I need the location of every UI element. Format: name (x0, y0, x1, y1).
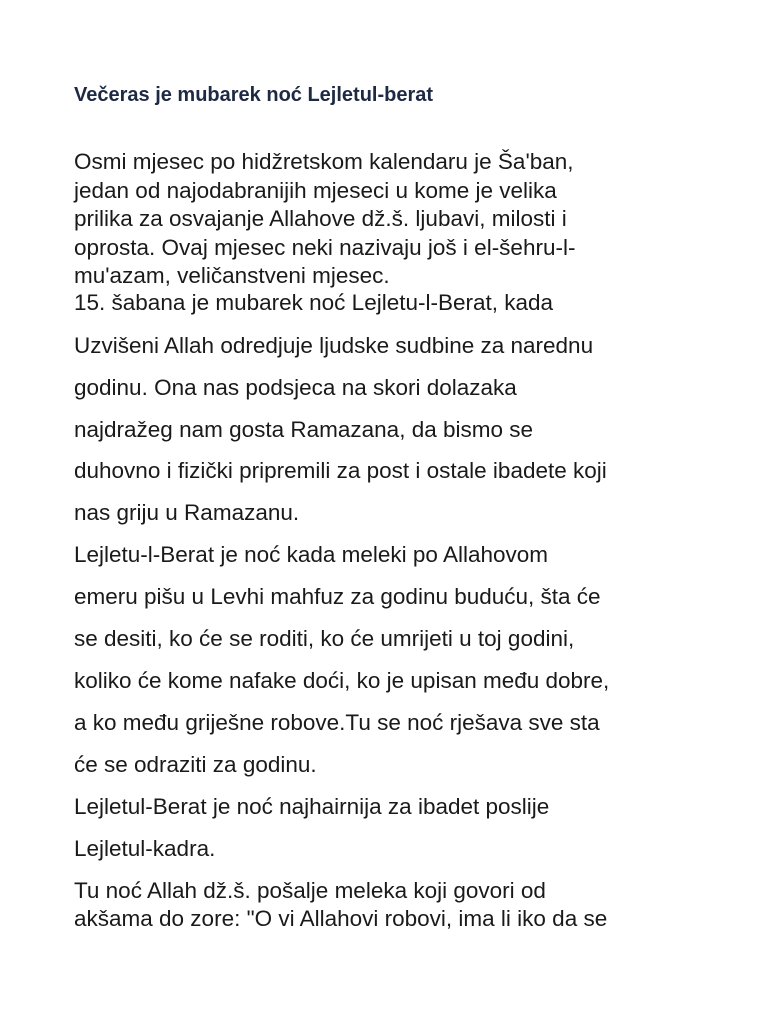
text-line: Osmi mjesec po hidžretskom kalendaru je Ša'ban, (74, 149, 574, 174)
text-line: Lejletul-kadra. (74, 836, 216, 861)
text-line: Lejletu-l-Berat je noć kada meleki po Allahovom (74, 542, 549, 567)
text-line: jedan od najodabranijih mjeseci u kome je velika (74, 178, 557, 203)
text-line: Tu noć Allah dž.š. pošalje meleka koji govori od (74, 878, 546, 903)
text-line: Uzvišeni Allah odredjuje ljudske sudbine za narednu (74, 333, 594, 358)
text-line: duhovno i fizički pripremili za post i ostale ibadete koji (74, 458, 607, 483)
text-line: 15. šabana je mubarek noć Lejletu-l-Berat, kada (74, 290, 554, 315)
text-line: emeru pišu u Levhi mahfuz za godinu buduću, šta će (74, 584, 601, 609)
text-line: mu'azam, veličanstveni mjesec. (74, 263, 390, 288)
text-line: oprosta. Ovaj mjesec neki nazivaju još i el-šehru-l- (74, 235, 576, 260)
text-line: akšama do zore: "O vi Allahovi robovi, ima li iko da se (74, 906, 608, 931)
text-line: a ko među griješne robove.Tu se noć rješava sve sta (74, 710, 600, 735)
text-line: koliko će kome nafake doći, ko je upisan među dobre, (74, 668, 610, 693)
text-line: će se odraziti za godinu. (74, 752, 317, 777)
text-line: prilika za osvajanje Allahove dž.š. ljubavi, milosti i (74, 206, 567, 231)
text-line: Lejletul-Berat je noć najhairnija za ibadet poslije (74, 794, 550, 819)
text-line: najdražeg nam gosta Ramazana, da bismo se (74, 417, 534, 442)
article-title: Večeras je mubarek noć Lejletul-berat (74, 84, 434, 106)
text-line: nas griju u Ramazanu. (74, 500, 300, 525)
text-line: godinu. Ona nas podsjeca na skori dolazaka (74, 375, 517, 400)
text-line: se desiti, ko će se roditi, ko će umrijeti u toj godini, (74, 626, 575, 651)
